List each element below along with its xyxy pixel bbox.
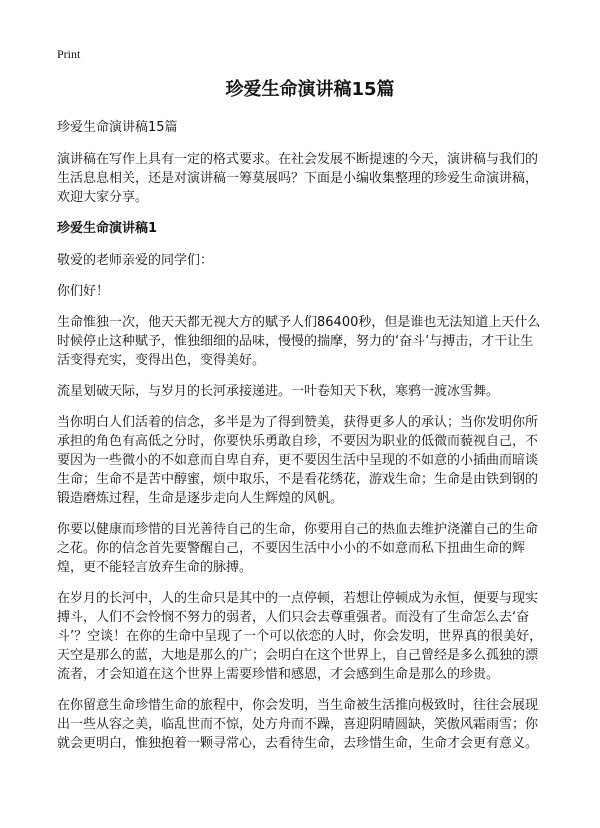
body-paragraph: 流星划破天际，与岁月的长河承接递进。一叶卷知天下秋，寒鸦一渡冰雪舞。: [57, 384, 500, 399]
section-heading: 珍爱生命演讲稿1: [57, 221, 158, 236]
body-paragraph: 生命惟独一次，他天天都无视大方的赋予人们86400秒，但是谁也无法知道上天什么时候停止这种赋予，惟独细细的品味，慢慢的揣摩，努力的‘奋斗’与搏击，才干让生活变得充实，变得出色，变得美好。: [57, 315, 541, 368]
greeting: 你们好！: [57, 284, 110, 299]
salutation: 敬爱的老师亲爱的同学们：: [57, 253, 214, 268]
print-link[interactable]: Print: [57, 47, 81, 61]
body-paragraph: 当你明白人们活着的信念，多半是为了得到赞美，获得更多人的承认；当你发明你所承担的角色有高低之分时，你要快乐勇敢自珍，不要因为职业的低微而藐视自己，不要因为一些微小的不如意而自卑自弃，更不要因生活中呈现的不如意的小插曲而暗谈生命；生命不是苦中醇蜜，烦中取乐，不是看花绣花，游戏生命；生命是由铁到钢的锻造磨炼过程，生命是逐步走向人生辉煌的风帆。: [57, 415, 539, 506]
body-paragraph: 在你留意生命珍惜生命的旅程中，你会发明，当生命被生活推向极致时，往往会展现出一些从容之美，临乱世而不惊，处方舟而不躁，喜迎阴晴圆缺，笑傲风霜雨雪；你就会更明白，惟独抱着一颗寻常心，去看待生命，去珍惜生命，生命才会更有意义。: [57, 698, 539, 751]
document-body: [57, 78, 545, 765]
body-paragraph: 在岁月的长河中，人的生命只是其中的一点停顿，若想让停顿成为永恒，便要与现实搏斗，人们不会怜悯不努力的弱者，人们只会去尊重强者。而没有了生命怎么去‘奋斗’？空谈！在你的生命中呈现了一个可以依恋的人时，你会发明，世界真的很美好，天空是那么的蓝，大地是那么的广；会明白在这个世界上，自己曾经是多么孤独的漂流者，才会知道在这个世界上需要珍惜和感恩，才会感到生命是那么的珍贵。: [57, 591, 543, 682]
intro-paragraph: 演讲稿在写作上具有一定的格式要求。在社会发展不断提速的今天，演讲稿与我们的生活息息相关，还是对演讲稿一筹莫展吗？下面是小编收集整理的珍爱生命演讲稿，欢迎大家分享。: [57, 152, 539, 205]
page-title: 珍爱生命演讲稿15篇: [225, 79, 395, 100]
body-paragraph: 你要以健康而珍惜的目光善待自己的生命，你要用自己的热血去维护浇灌自己的生命之花。你的信念首先要警醒自己，不要因生活中小小的不如意而私下扭曲生命的辉煌，更不能轻言放弃生命的脉搏。: [57, 522, 539, 575]
document-subtitle: 珍爱生命演讲稿15篇: [57, 120, 178, 135]
